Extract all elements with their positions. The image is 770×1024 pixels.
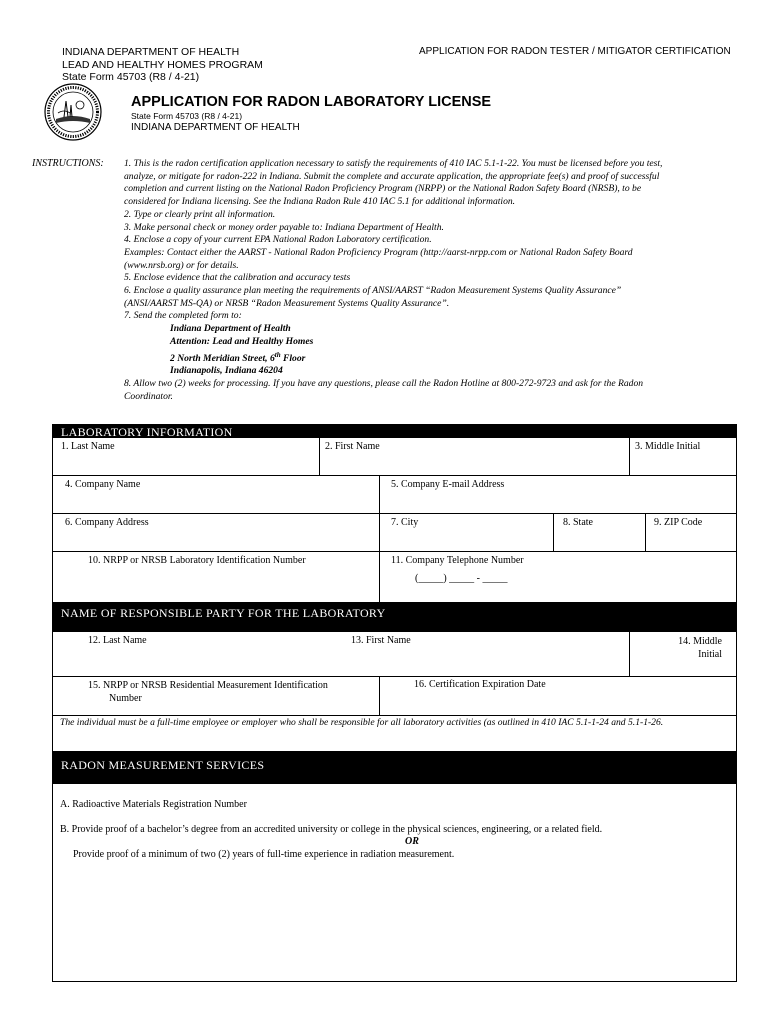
responsible-party-note: The individual must be a full-time employee or employer who shall be responsible for all laboratory activities (as outlined in 410 IAC 5.1-1-24 and 5.1-1-26. bbox=[60, 717, 664, 728]
section-header-laboratory bbox=[53, 425, 736, 438]
instruction-item: 4. Enclose a copy of your current EPA National Radon Laboratory certification. bbox=[124, 234, 432, 246]
field-residential-measurement-id[interactable] bbox=[88, 679, 328, 705]
field-company-telephone[interactable]: 11. Company Telephone Number bbox=[391, 555, 524, 566]
instruction-item: 8. Allow two (2) weeks for processing. If you have any questions, please call the Radon Hotline at 800-272-9723 and ask for the Radon Coordinator. bbox=[124, 378, 644, 402]
title-form-number: State Form 45703 (R8 / 4-21) bbox=[131, 111, 243, 121]
header-form-number: State Form 45703 (R8 / 4-21) bbox=[62, 71, 200, 83]
instructions-label: INSTRUCTIONS: bbox=[32, 158, 104, 169]
services-item-experience: Provide proof of a minimum of two (2) years of full-time experience in radiation measurement. bbox=[73, 849, 455, 860]
field-last-name[interactable]: 1. Last Name bbox=[61, 441, 115, 452]
section-header-services bbox=[53, 751, 736, 784]
instructions-text bbox=[124, 158, 664, 404]
header-agency bbox=[62, 46, 263, 84]
field-party-first-name[interactable]: 13. First Name bbox=[351, 635, 411, 646]
mailing-address-line bbox=[124, 349, 664, 366]
section-title-services: RADON MEASUREMENT SERVICES bbox=[61, 758, 265, 772]
field-label: 14. Middle bbox=[678, 636, 722, 647]
instruction-item: 5. Enclose evidence that the calibration and accuracy tests bbox=[124, 272, 351, 284]
field-zip-code[interactable]: 9. ZIP Code bbox=[654, 517, 703, 528]
field-middle-initial[interactable]: 3. Middle Initial bbox=[635, 441, 701, 452]
section-title-laboratory: LABORATORY INFORMATION bbox=[61, 425, 233, 439]
state-seal-logo bbox=[44, 83, 102, 141]
field-label: 15. NRPP or NRSB Residential Measurement Identification bbox=[88, 680, 328, 691]
address-street: 2 North Meridian Street, 6 bbox=[170, 352, 275, 364]
field-city[interactable]: 7. City bbox=[391, 517, 419, 528]
field-company-email[interactable]: 5. Company E-mail Address bbox=[391, 479, 505, 490]
page-title: APPLICATION FOR RADON LABORATORY LICENSE bbox=[131, 94, 492, 110]
address-floor-suffix: th bbox=[274, 350, 281, 359]
field-state[interactable]: 8. State bbox=[563, 517, 593, 528]
header-agency-line1: INDIANA DEPARTMENT OF HEALTH bbox=[62, 46, 240, 58]
instruction-item: 3. Make personal check or money order payable to: Indiana Department of Health. bbox=[124, 221, 444, 233]
instruction-item: 1. This is the radon certification application necessary to satisfy the requirements of 410 IAC 5.1-1-22. You must be licensed before you test, analyze, or mitigate for radon-222 in Indiana. Submit the complete and accurate application, the appropriate fee(s) and proof of successful completion and current listing on the National Radon Proficiency Program (NRPP) or the National Radon Safety Board (NRSB), to be considered for Indiana licensing. See the Indiana Radon Rule 410 IAC 5.1 for additional information. bbox=[124, 158, 663, 208]
instruction-item: Examples: Contact either the AARST - National Radon Proficiency Program (http://aarst-nrpp.com or National Radon Safety Board (www.nrsb.org) or for details. bbox=[124, 246, 633, 271]
header-agency-line2: LEAD AND HEALTHY HOMES PROGRAM bbox=[62, 58, 263, 71]
title-agency: INDIANA DEPARTMENT OF HEALTH bbox=[131, 122, 300, 133]
field-label: Number bbox=[109, 693, 142, 704]
instruction-item: 6. Enclose a quality assurance plan meeting the requirements of ANSI/AARST “Radon Measurement Systems Quality Assurance” (ANSI/AARST MS-QA) or NRSB “Radon Measurement Systems Quality Assurance”. bbox=[124, 285, 622, 309]
field-label: Initial bbox=[698, 649, 722, 660]
field-radioactive-materials-registration[interactable]: A. Radioactive Materials Registration Number bbox=[60, 799, 247, 810]
services-item-bachelors-degree: B. Provide proof of a bachelor’s degree from an accredited university or college in the physical sciences, engineering, or a related field. bbox=[60, 824, 603, 835]
field-party-last-name[interactable]: 12. Last Name bbox=[88, 635, 147, 646]
header-right-title: APPLICATION FOR RADON TESTER / MITIGATOR CERTIFICATION bbox=[419, 46, 731, 57]
mailing-address-line: Indianapolis, Indiana 46204 bbox=[170, 365, 283, 377]
field-company-name[interactable]: 4. Company Name bbox=[65, 479, 141, 490]
mailing-address-line: Attention: Lead and Healthy Homes bbox=[170, 335, 314, 347]
services-or-label: OR bbox=[405, 836, 419, 847]
field-certification-expiration-date[interactable]: 16. Certification Expiration Date bbox=[414, 679, 546, 690]
section-title-responsible-party: NAME OF RESPONSIBLE PARTY FOR THE LABORATORY bbox=[61, 606, 386, 620]
application-form bbox=[52, 424, 737, 982]
instruction-item: 7. Send the completed form to: bbox=[124, 310, 242, 322]
field-first-name[interactable]: 2. First Name bbox=[325, 441, 380, 452]
instruction-item: 2. Type or clearly print all information. bbox=[124, 208, 276, 220]
field-lab-identification-number[interactable]: 10. NRPP or NRSB Laboratory Identification Number bbox=[88, 555, 306, 566]
mailing-address-line: Indiana Department of Health bbox=[170, 323, 291, 335]
address-floor: Floor bbox=[280, 352, 306, 364]
field-company-address[interactable]: 6. Company Address bbox=[65, 517, 149, 528]
section-header-responsible-party bbox=[53, 602, 736, 632]
telephone-blank: (_____) _____ - _____ bbox=[415, 573, 508, 584]
field-party-middle-initial[interactable] bbox=[652, 635, 722, 661]
